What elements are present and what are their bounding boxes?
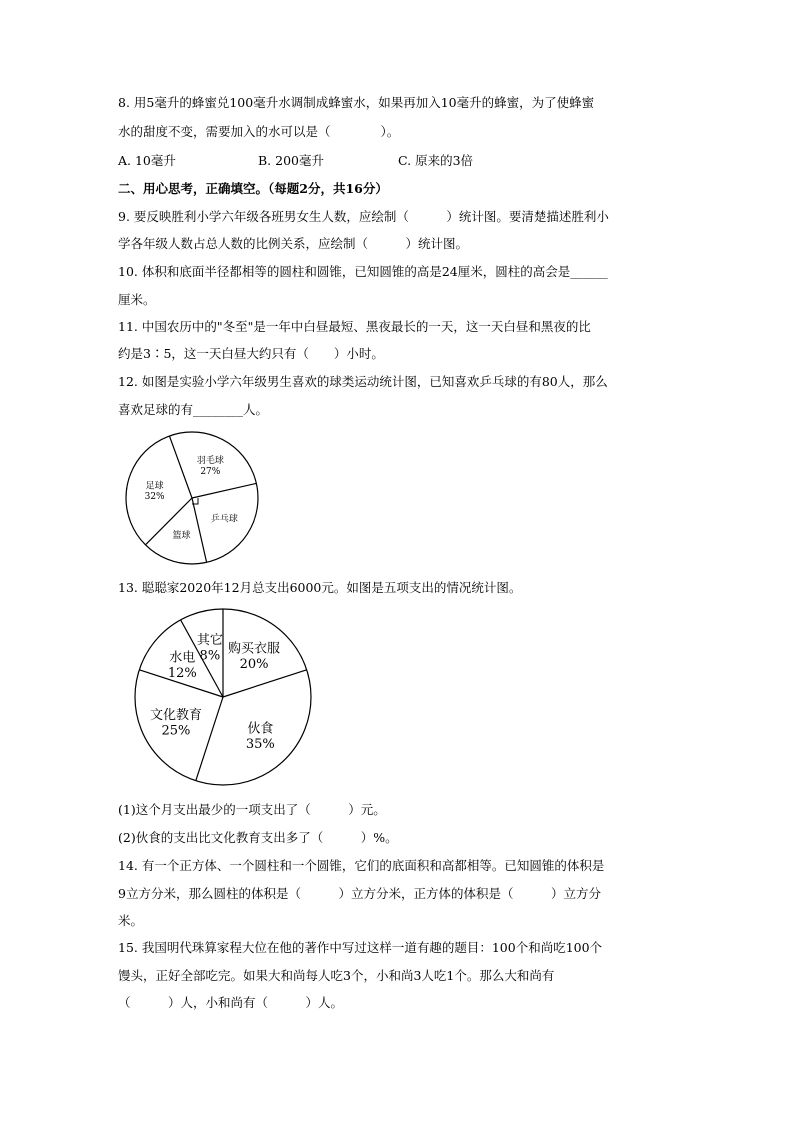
q8-option-b: B. 200毫升 xyxy=(258,153,324,168)
q14-line3: 米。 xyxy=(118,913,144,928)
q8-line2: 水的甜度不变，需要加入的水可以是（ ）。 xyxy=(118,124,400,139)
pie-slice-value-label: 12% xyxy=(167,665,197,681)
q8-option-a: A. 10毫升 xyxy=(118,153,176,168)
pie-slice-boundary xyxy=(223,670,307,697)
q10-line2: 厘米。 xyxy=(118,292,156,307)
q13-sub1: (1)这个月支出最少的一项支出了（ ）元。 xyxy=(118,802,386,817)
pie-slice-label: 羽毛球 xyxy=(196,456,224,467)
q12-line2: 喜欢足球的有________人。 xyxy=(118,402,269,417)
q14-line1: 14. 有一个正方体、一个圆柱和一个圆锥，它们的底面积和高都相等。已知圆锥的体积是 xyxy=(118,858,605,873)
pie-slice-value-label: 27% xyxy=(200,466,221,477)
q15-line1: 15. 我国明代珠算家程大位在他的著作中写过这样一道有趣的题目：100个和尚吃100个 xyxy=(118,940,603,955)
q15-line2: 馒头，正好全部吃完。如果大和尚每人吃3个，小和尚3人吃1个。那么大和尚有 xyxy=(118,968,555,983)
q10-line1: 10. 体积和底面半径都相等的圆柱和圆锥，已知圆锥的高是24厘米，圆柱的高会是______ xyxy=(118,264,608,279)
pie-slice-value-label: 20% xyxy=(239,656,269,672)
q9-line1: 9. 要反映胜利小学六年级各班男女生人数，应绘制（ ）统计图。要清楚描述胜利小 xyxy=(118,209,609,224)
pie-slice-value-label: 25% xyxy=(161,723,191,739)
expenses-pie-chart xyxy=(128,605,328,795)
ball-sports-pie-chart xyxy=(118,430,268,570)
pie-slice-boundary xyxy=(192,498,207,562)
q14-line2: 9立方分米，那么圆柱的体积是（ ）立方分米，正方体的体积是（ ）立方分 xyxy=(118,886,601,901)
pie-slice-value-label: 35% xyxy=(245,736,275,752)
q8-option-c: C. 原来的3倍 xyxy=(398,153,474,168)
q11-line2: 约是3∶5，这一天白昼大约只有（ ）小时。 xyxy=(118,346,384,361)
q13-sub2: (2)伙食的支出比文化教育支出多了（ ）%。 xyxy=(118,830,398,845)
pie-slice-label: 篮球 xyxy=(172,530,191,541)
q8-line1: 8. 用5毫升的蜂蜜兑100毫升水调制成蜂蜜水，如果再加入10毫升的蜂蜜，为了使蜂蜜 xyxy=(118,95,595,110)
pie-slice-boundary xyxy=(169,436,192,498)
pie-slice-boundary xyxy=(192,483,256,498)
pie-slice-label: 文化教育 xyxy=(149,708,202,724)
q12-line1: 12. 如图是实验小学六年级男生喜欢的球类运动统计图，已知喜欢乒乓球的有80人，那么 xyxy=(118,374,608,389)
section-heading: 二、用心思考，正确填空。（每题2分，共16分） xyxy=(118,181,388,196)
pie-slice-label: 水电 xyxy=(169,650,196,666)
pie-slice-value-label: 32% xyxy=(144,492,165,503)
pie-slice-label: 购买衣服 xyxy=(228,641,281,657)
pie-slice-label: 足球 xyxy=(145,481,164,492)
q11-line1: 11. 中国农历中的"冬至"是一年中白昼最短、黑夜最长的一天，这一天白昼和黑夜的比 xyxy=(118,319,591,334)
pie-slice-label: 其它 xyxy=(196,632,223,648)
pie-slice-label: 乒乓球 xyxy=(210,514,238,525)
q9-line2: 学各年级人数占总人数的比例关系，应绘制（ ）统计图。 xyxy=(118,236,469,251)
q13-line1: 13. 聪聪家2020年12月总支出6000元。如图是五项支出的情况统计图。 xyxy=(118,580,522,595)
pie-slice-value-label: 8% xyxy=(199,648,221,664)
q15-line3: （ ）人，小和尚有（ ）人。 xyxy=(118,995,344,1010)
pie-slice-label: 伙食 xyxy=(247,721,274,737)
